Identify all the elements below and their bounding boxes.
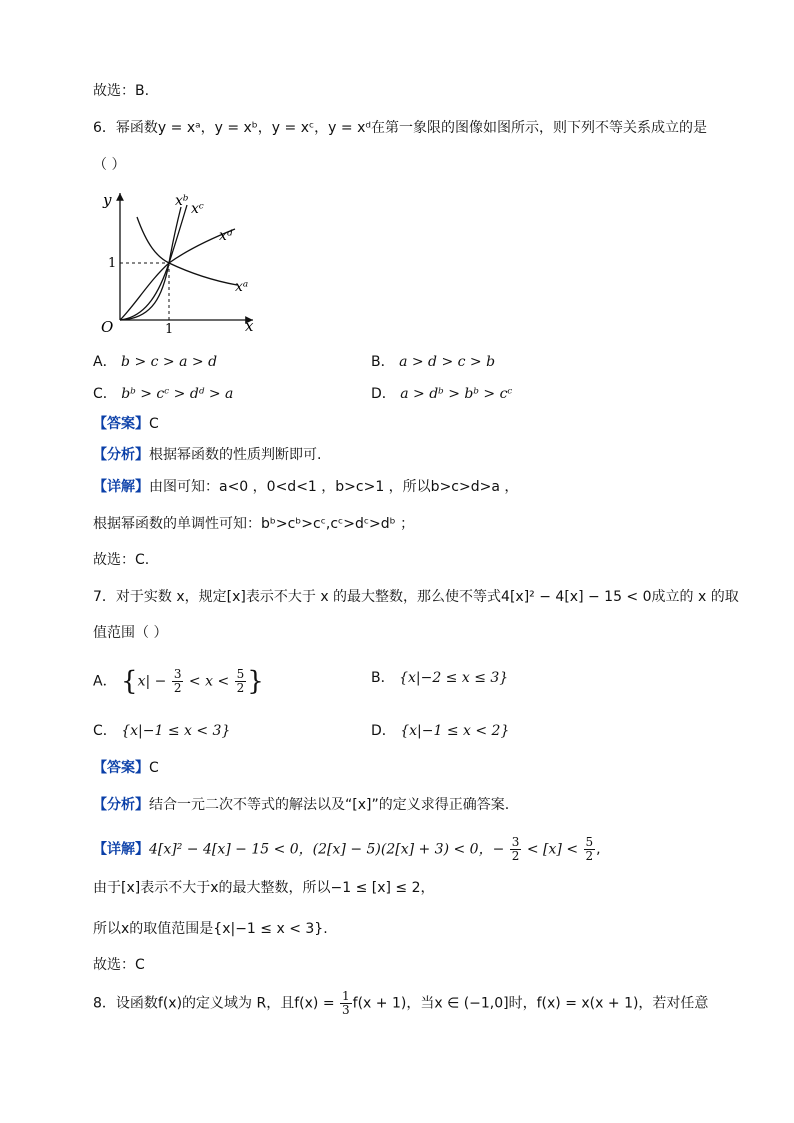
left-brace: { xyxy=(121,666,138,697)
q7-option-a xyxy=(93,668,264,695)
q7-stem-text: 对于实数 x，规定[x]表示不大于 x 的最大整数，那么使不等式4[x]² − 4[x] − 15 < 0成立的 x 的取 xyxy=(115,589,739,605)
fraction-denominator: 3 xyxy=(342,1003,350,1017)
fraction-five-halves xyxy=(235,668,247,695)
q7-answer xyxy=(93,758,159,778)
fraction-denominator: 2 xyxy=(511,849,520,863)
option-letter: C． xyxy=(93,386,117,402)
q7-option-b xyxy=(371,668,508,688)
q7-conclusion: 故选：C xyxy=(93,957,145,973)
y-axis-label: y xyxy=(103,191,112,209)
analysis-text: 根据幂函数的性质判断即可. xyxy=(149,447,322,463)
q6-option-d xyxy=(371,384,512,404)
q6-answer xyxy=(93,414,159,434)
q6-analysis xyxy=(93,445,321,465)
analysis-tag: 【分析】 xyxy=(93,797,149,813)
fraction-numerator: 5 xyxy=(585,835,594,849)
q6-option-a xyxy=(93,352,217,372)
label-x-c: xᶜ xyxy=(191,201,204,217)
answer-value: C xyxy=(149,760,159,776)
option-text-pre: x| − xyxy=(137,673,167,690)
fraction-three-halves xyxy=(172,668,184,695)
q6-option-c xyxy=(93,384,233,404)
detail-text-b: < [x] < xyxy=(526,841,579,858)
q6-stem-text: 幂函数y = xᵃ，y = xᵇ，y = xᶜ，y = xᵈ在第一象限的图像如图所示，则下列不等关系成立的是 xyxy=(115,120,708,136)
label-x-d: xᵈ xyxy=(219,228,233,244)
prev-conclusion: 故选：B. xyxy=(93,83,150,99)
right-brace: } xyxy=(247,666,264,697)
q7-option-c xyxy=(93,721,230,741)
q7-stem-2: 值范围（ ） xyxy=(93,625,168,641)
q6-number: 6． xyxy=(93,120,116,136)
x-axis-label: x xyxy=(245,317,254,335)
label-x-a: xᵃ xyxy=(235,279,249,295)
option-text: a > d > c > b xyxy=(399,354,496,370)
fraction-numerator: 5 xyxy=(236,667,245,681)
analysis-text: 结合一元二次不等式的解法以及“[x]”的定义求得正确答案. xyxy=(149,797,510,813)
origin-label: O xyxy=(101,318,114,335)
q6-blank: （ ） xyxy=(93,157,126,173)
answer-value: C xyxy=(149,416,159,432)
detail-tag: 【详解】 xyxy=(93,479,149,495)
detail-text-a: 4[x]² − 4[x] − 15 < 0，(2[x] − 5)(2[x] + 3) < 0，− xyxy=(149,841,505,858)
option-letter: D． xyxy=(371,386,396,402)
curve-x-d xyxy=(120,229,235,320)
q7-detail-1: 【详解】4[x]² − 4[x] − 15 < 0，(2[x] − 5)(2[x] + 3) < 0，− $\frac{3}{2}$ < [x] < $\frac{5}{2}$ , xyxy=(93,835,601,863)
q7-detail-2: 由于[x]表示不大于x的最大整数，所以−1 ≤ [x] ≤ 2， xyxy=(93,880,435,896)
option-text: bᵇ > cᶜ > dᵈ > a xyxy=(121,386,234,402)
fraction-one-third xyxy=(340,990,352,1017)
q7-detail-3: 所以x的取值范围是{x|−1 ≤ x < 3}. xyxy=(93,921,328,937)
fraction-numerator: 1 xyxy=(342,989,350,1003)
q8-text-b: f(x + 1)，当x ∈ (−1,0]时，f(x) = x(x + 1)，若对任意 xyxy=(352,995,709,1012)
fraction-five-halves xyxy=(584,836,596,863)
label-x-b: xᵇ xyxy=(175,193,189,209)
q6-stem xyxy=(93,118,707,138)
fraction-denominator: 2 xyxy=(236,681,245,695)
q7-number: 7． xyxy=(93,589,116,605)
q8-text-a: 设函数f(x)的定义域为 R，且f(x) = xyxy=(115,995,335,1012)
option-letter: B． xyxy=(371,670,395,686)
answer-tag: 【答案】 xyxy=(93,760,149,776)
option-text: {x|−2 ≤ x ≤ 3} xyxy=(399,670,509,686)
option-letter: A． xyxy=(93,673,117,690)
fraction-numerator: 3 xyxy=(173,667,182,681)
y-tick-one: 1 xyxy=(108,256,117,271)
option-letter: D． xyxy=(371,723,396,739)
q7-analysis xyxy=(93,795,509,815)
option-letter: C． xyxy=(93,723,117,739)
option-text: a > dᵇ > bᵇ > cᶜ xyxy=(400,386,513,402)
option-text: b > c > a > d xyxy=(121,354,218,370)
answer-tag: 【答案】 xyxy=(93,416,149,432)
q8-number: 8． xyxy=(93,995,116,1012)
q6-detail-1 xyxy=(93,477,518,497)
q7-option-d xyxy=(371,721,509,741)
option-text: {x|−1 ≤ x < 3} xyxy=(121,723,231,739)
option-letter: A． xyxy=(93,354,117,370)
option-text-mid: < x < xyxy=(188,673,230,690)
q7-stem-1 xyxy=(93,587,739,607)
option-letter: B． xyxy=(371,354,395,370)
fraction-three-halves xyxy=(510,836,522,863)
q8-stem xyxy=(93,990,708,1017)
fraction-denominator: 2 xyxy=(585,849,594,863)
option-text: {x|−1 ≤ x < 2} xyxy=(400,723,510,739)
detail-tag: 【详解】 xyxy=(93,841,149,858)
detail-text: 由图可知：a<0 ，0<d<1 ，b>c>1 ，所以b>c>d>a ， xyxy=(149,479,519,495)
fraction-numerator: 3 xyxy=(511,835,520,849)
q6-conclusion: 故选：C. xyxy=(93,552,150,568)
q6-option-b xyxy=(371,352,495,372)
q6-detail-2: 根据幂函数的单调性可知：bᵇ>cᵇ>cᶜ,cᶜ>dᶜ>dᵇ ； xyxy=(93,516,415,532)
fraction-denominator: 2 xyxy=(173,681,182,695)
analysis-tag: 【分析】 xyxy=(93,447,149,463)
x-tick-one: 1 xyxy=(165,322,174,335)
q6-power-function-graph xyxy=(95,185,260,335)
